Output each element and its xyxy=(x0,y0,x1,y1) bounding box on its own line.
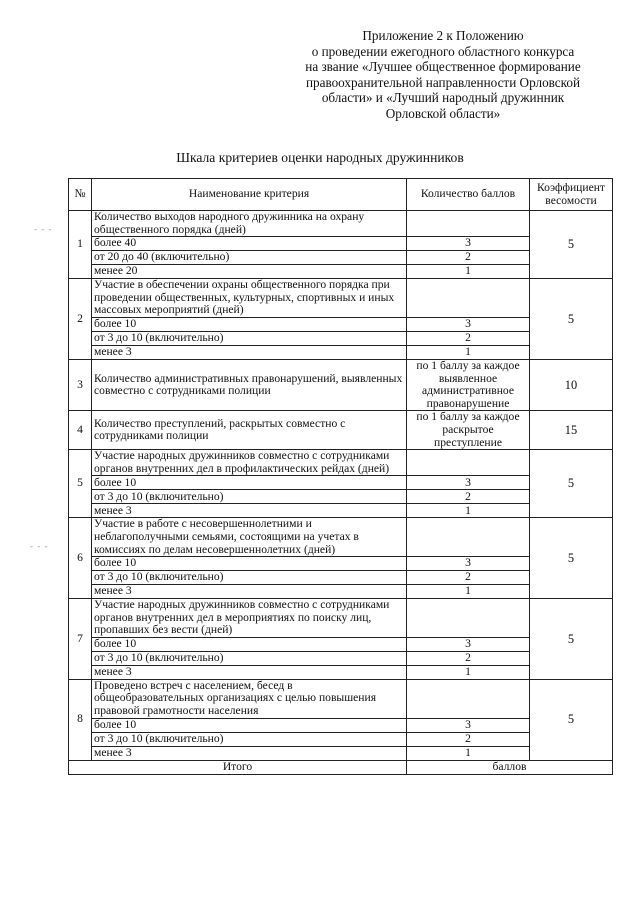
option-points: 2 xyxy=(407,651,530,665)
option-points: 3 xyxy=(407,557,530,571)
option-label: от 3 до 10 (включительно) xyxy=(92,651,407,665)
option-points: 2 xyxy=(407,331,530,345)
option-points: 2 xyxy=(407,732,530,746)
option-label: более 10 xyxy=(92,557,407,571)
document-title: Шкала критериев оценки народных дружинников xyxy=(176,150,464,165)
option-label: менее 3 xyxy=(92,504,407,518)
appendix-line-5: области» и «Лучший народный дружинник xyxy=(321,90,565,106)
criterion-number: 6 xyxy=(69,518,92,599)
table-header-row xyxy=(69,179,613,211)
option-label: более 10 xyxy=(92,637,407,651)
option-points: 1 xyxy=(407,665,530,679)
criterion-row xyxy=(69,211,613,237)
criterion-row xyxy=(69,599,613,638)
scan-artifact: - - - xyxy=(30,541,49,551)
criterion-name: Количество преступлений, раскрытых совместно с сотрудниками полиции xyxy=(92,411,407,450)
criterion-name: Проведено встреч с населением, бесед в общеобразовательных организациях с целью повышения правовой грамотности населения xyxy=(92,679,407,718)
option-label: от 3 до 10 (включительно) xyxy=(92,331,407,345)
header-coef: Коэффициент весомости xyxy=(530,179,613,211)
option-points: 1 xyxy=(407,504,530,518)
option-label: более 10 xyxy=(92,317,407,331)
criterion-row xyxy=(69,518,613,557)
criterion-row xyxy=(69,279,613,318)
criterion-name: Количество выходов народного дружинника на охрану общественного порядка (дней) xyxy=(92,211,407,237)
option-points: 2 xyxy=(407,571,530,585)
criterion-coefficient: 5 xyxy=(530,450,613,518)
header-points: Количество баллов xyxy=(407,179,530,211)
option-label: более 40 xyxy=(92,237,407,251)
option-points: 3 xyxy=(407,317,530,331)
criterion-name: Участие народных дружинников совместно с сотрудниками органов внутренних дел в мероприятиях по поиску лиц, пропавших без вести (дней) xyxy=(92,599,407,638)
option-label: от 3 до 10 (включительно) xyxy=(92,732,407,746)
criterion-row xyxy=(69,450,613,476)
option-points: 3 xyxy=(407,237,530,251)
criterion-number: 7 xyxy=(69,599,92,680)
appendix-line-1: Приложение 2 к Положению xyxy=(362,28,524,43)
option-points: 2 xyxy=(407,251,530,265)
criterion-points xyxy=(407,518,530,557)
appendix-line-2: о проведении ежегодного областного конкурса xyxy=(311,43,575,59)
criterion-row xyxy=(69,679,613,718)
criterion-name: Количество административных правонарушений, выявленных совместно с сотрудниками полиции xyxy=(92,359,407,410)
criterion-points xyxy=(407,599,530,638)
appendix-line-3: на звание «Лучшее общественное формирование xyxy=(305,59,581,75)
criterion-points: по 1 баллу за каждое выявленное административное правонарушение xyxy=(407,359,530,410)
option-label: от 3 до 10 (включительно) xyxy=(92,571,407,585)
option-points: 3 xyxy=(407,476,530,490)
criteria-table xyxy=(68,178,613,775)
criterion-coefficient: 10 xyxy=(530,359,613,410)
header-num: № xyxy=(69,179,92,211)
criterion-coefficient: 5 xyxy=(530,211,613,279)
criterion-row xyxy=(69,411,613,450)
criterion-coefficient: 5 xyxy=(530,279,613,360)
criterion-coefficient: 5 xyxy=(530,599,613,680)
total-points: баллов xyxy=(407,760,613,774)
criterion-number: 5 xyxy=(69,450,92,518)
option-label: от 3 до 10 (включительно) xyxy=(92,490,407,504)
criterion-name: Участие в работе с несовершеннолетними и неблагополучными семьями, состоящими на учетах в комиссиях по делам несовершеннолетних (дней) xyxy=(92,518,407,557)
option-label: более 10 xyxy=(92,718,407,732)
scan-artifact: - - - xyxy=(34,224,53,234)
criterion-number: 8 xyxy=(69,679,92,760)
criterion-number: 2 xyxy=(69,279,92,360)
option-label: менее 3 xyxy=(92,665,407,679)
appendix-line-6: Орловской области» xyxy=(385,105,501,121)
option-points: 3 xyxy=(407,637,530,651)
criterion-number: 1 xyxy=(69,211,92,279)
option-points: 1 xyxy=(407,746,530,760)
option-label: более 10 xyxy=(92,476,407,490)
option-label: менее 3 xyxy=(92,585,407,599)
criterion-number: 3 xyxy=(69,359,92,410)
option-points: 1 xyxy=(407,345,530,359)
criterion-name: Участие в обеспечении охраны общественного порядка при проведении общественных, культурных, спортивных и иных массовых мероприятий (дней) xyxy=(92,279,407,318)
criterion-coefficient: 5 xyxy=(530,679,613,760)
header-name: Наименование критерия xyxy=(92,179,407,211)
option-label: менее 20 xyxy=(92,265,407,279)
option-label: от 20 до 40 (включительно) xyxy=(92,251,407,265)
criteria-body xyxy=(69,211,613,775)
criterion-points xyxy=(407,679,530,718)
option-points: 1 xyxy=(407,585,530,599)
criterion-points xyxy=(407,450,530,476)
option-points: 3 xyxy=(407,718,530,732)
option-points: 2 xyxy=(407,490,530,504)
criterion-coefficient: 15 xyxy=(530,411,613,450)
appendix-header xyxy=(268,28,618,122)
criterion-points: по 1 баллу за каждое раскрытое преступление xyxy=(407,411,530,450)
criterion-points xyxy=(407,279,530,318)
option-points: 1 xyxy=(407,265,530,279)
criterion-name: Участие народных дружинников совместно с сотрудниками органов внутренних дел в профилактических рейдах (дней) xyxy=(92,450,407,476)
criterion-row xyxy=(69,359,613,410)
criterion-number: 4 xyxy=(69,411,92,450)
criterion-points xyxy=(407,211,530,237)
total-label: Итого xyxy=(69,760,407,774)
total-row xyxy=(69,760,613,774)
appendix-line-4: правоохранительной направленности Орловской xyxy=(305,74,581,90)
option-label: менее 3 xyxy=(92,345,407,359)
option-label: менее 3 xyxy=(92,746,407,760)
criterion-coefficient: 5 xyxy=(530,518,613,599)
